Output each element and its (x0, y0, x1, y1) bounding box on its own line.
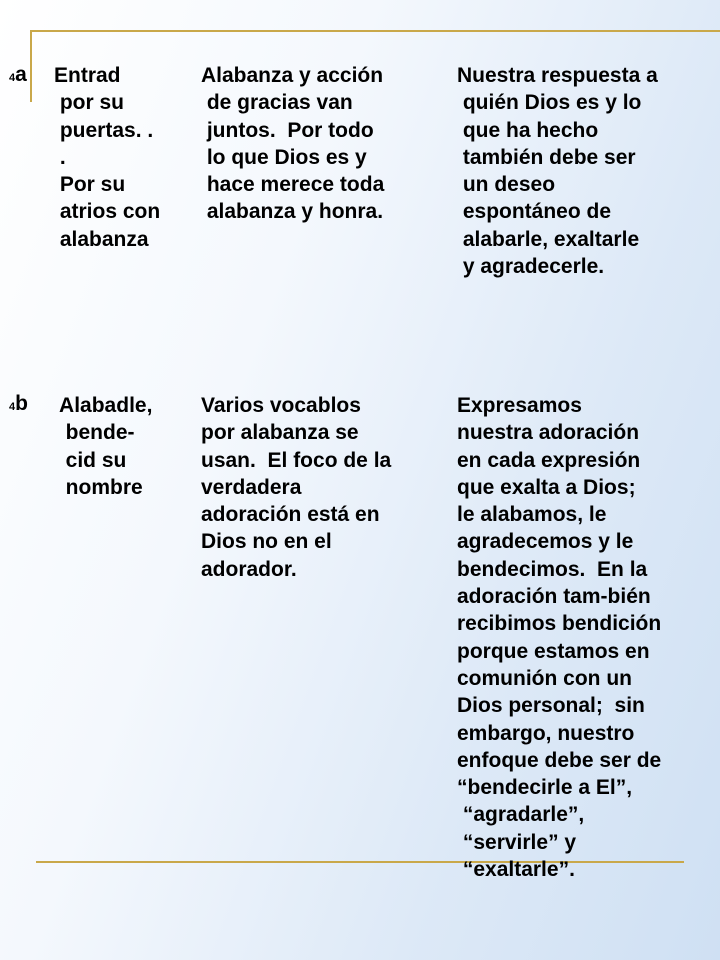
verse-number-4a (9, 63, 27, 87)
top-rule (30, 30, 720, 32)
verse-number-digit: 4 (9, 72, 16, 84)
verse-text-4a: Entrad por su puertas. . . Por su atrios con alabanza (54, 64, 161, 251)
explanation-4a: Alabanza y acción de gracias van juntos. Por todo lo que Dios es y hace merece toda alabanza y honra. (201, 64, 385, 224)
verse-number-4b (9, 392, 28, 416)
explanation-4b: Varios vocablos por alabanza se usan. El foco de la verdadera adoración está en Dios no en el adorador. (201, 394, 392, 581)
application-4b: Expresamos nuestra adoración en cada expresión que exalta a Dios; le alabamos, le agradecemos y le bendecimos. En la adoración tam-bién recibimos bendición porque estamos en comunión con un Dios personal; sin embargo, nuestro enfoque debe ser de “bendecirle a El”, “agradarle”, “servirle” y “exaltarle”. (457, 394, 662, 882)
left-rule (30, 30, 32, 102)
verse-number-letter: a (15, 63, 27, 86)
verse-text-4b: Alabadle, bende- cid su nombre (59, 394, 153, 499)
verse-number-digit: 4 (9, 401, 16, 413)
verse-number-letter: b (15, 392, 28, 415)
application-4a: Nuestra respuesta a quién Dios es y lo que ha hecho también debe ser un deseo espontáneo de alabarle, exaltarle y agradecerle. (457, 64, 658, 279)
